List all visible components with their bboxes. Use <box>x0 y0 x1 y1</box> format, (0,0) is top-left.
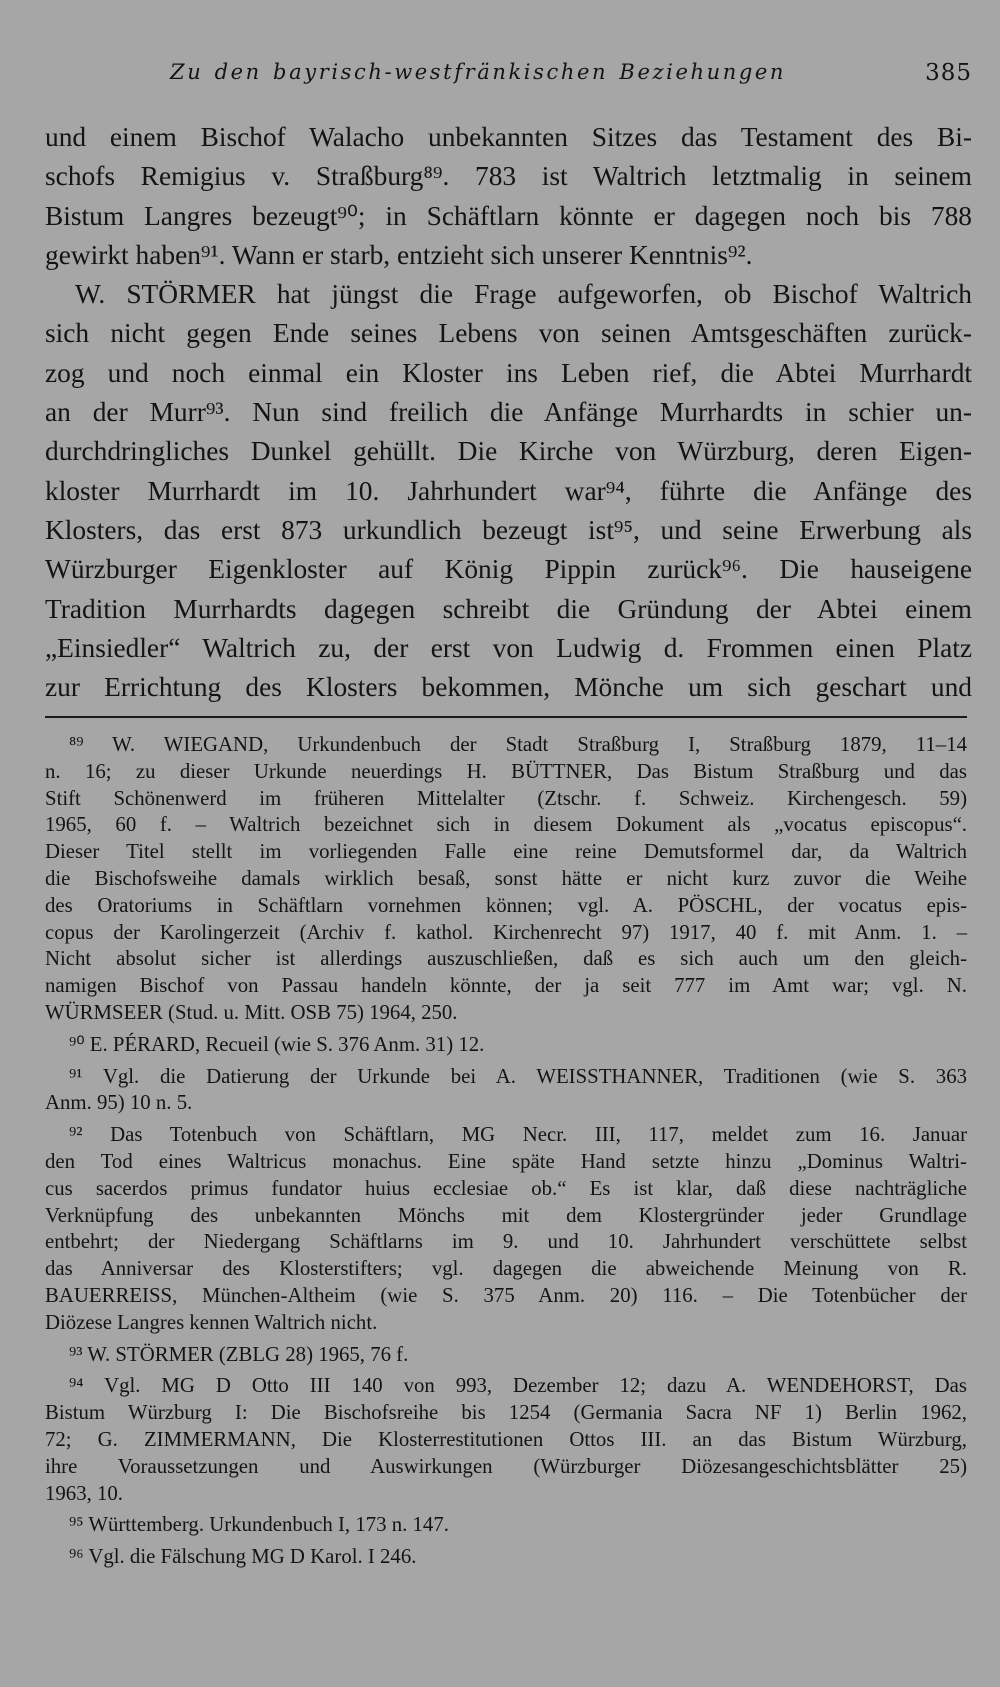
body-line: gewirkt haben⁹¹. Wann er starb, entzieht sich unserer Kenntnis⁹². <box>45 239 753 270</box>
footnote-line: ihre Voraussetzungen und Auswirkungen (Würzburger Diözesangeschichtsblätter 25) <box>45 1454 967 1478</box>
footnote-divider <box>45 716 967 718</box>
footnote-line: Diözese Langres kennen Waltrich nicht. <box>45 1310 378 1334</box>
footnote-line: ⁹⁵ Württemberg. Urkundenbuch I, 173 n. 147. <box>69 1513 449 1537</box>
footnote-line: ⁹³ W. STÖRMER (ZBLG 28) 1965, 76 f. <box>69 1342 409 1366</box>
footnote-line: ⁹⁴ Vgl. MG D Otto III 140 von 993, Dezember 12; dazu A. WENDEHORST, Das <box>69 1374 967 1398</box>
footnote-line: Anm. 95) 10 n. 5. <box>45 1091 193 1115</box>
footnote-line: BAUERREISS, München-Altheim (wie S. 375 Anm. 20) 116. – Die Totenbücher der <box>45 1283 967 1307</box>
footnote-line: namigen Bischof von Passau handeln könnte, der ja seit 777 im Amt war; vgl. N. <box>45 974 967 998</box>
footnote-line: ⁹⁶ Vgl. die Fälschung MG D Karol. I 246. <box>69 1545 417 1569</box>
footnote-line: Verknüpfung des unbekannten Mönchs mit dem Klostergründer jeder Grundlage <box>45 1203 967 1227</box>
footnote-line: entbehrt; der Niedergang Schäftlarns im 9. und 10. Jahrhundert verschüttete selbst <box>45 1230 967 1254</box>
body-line: und einem Bischof Walacho unbekannten Sitzes das Testament des Bi- <box>45 122 972 152</box>
footnote-line: 1963, 10. <box>45 1481 123 1505</box>
footnote-line: des Oratoriums in Schäftlarn vornehmen können; vgl. A. PÖSCHL, der vocatus epis- <box>45 893 967 917</box>
footnote-line: ⁹¹ Vgl. die Datierung der Urkunde bei A. WEISSTHANNER, Traditionen (wie S. 363 <box>69 1064 967 1088</box>
body-line: durchdringliches Dunkel gehüllt. Die Kirche von Würzburg, deren Eigen- <box>45 436 972 467</box>
body-line: zog und noch einmal ein Kloster ins Leben rief, die Abtei Murrhardt <box>45 357 972 388</box>
page-number: 385 <box>925 60 972 86</box>
footnote-line: ⁸⁹ W. WIEGAND, Urkundenbuch der Stadt Straßburg I, Straßburg 1879, 11–14 <box>69 733 967 756</box>
body-line: Klosters, das erst 873 urkundlich bezeugt ist⁹⁵, und seine Erwerbung als <box>45 514 972 545</box>
body-line: sich nicht gegen Ende seines Lebens von seinen Amtsgeschäften zurück- <box>45 318 972 349</box>
body-line: an der Murr⁹³. Nun sind freilich die Anfänge Murrhardts in schier un- <box>45 397 972 428</box>
footnote-line: das Anniversar des Klosterstifters; vgl. dagegen die abweichende Meinung von R. <box>45 1257 967 1281</box>
body-line: schofs Remigius v. Straßburg⁸⁹. 783 ist Waltrich letztmalig in seinem <box>45 161 972 192</box>
footnote-line: ⁹² Das Totenbuch von Schäftlarn, MG Necr. III, 117, meldet zum 16. Januar <box>69 1123 967 1147</box>
footnote-line: Bistum Würzburg I: Die Bischofsreihe bis 1254 (Germania Sacra NF 1) Berlin 1962, <box>45 1401 967 1425</box>
footnote-line: den Tod eines Waltricus monachus. Eine späte Hand setzte hinzu „Dominus Waltri- <box>45 1149 967 1173</box>
body-line: W. STÖRMER hat jüngst die Frage aufgeworfen, ob Bischof Waltrich <box>75 279 972 310</box>
footnote-line: ⁹⁰ E. PÉRARD, Recueil (wie S. 376 Anm. 31) 12. <box>69 1032 485 1056</box>
footnotes <box>45 732 967 1571</box>
running-title: Zu den bayrisch-westfränkischen Beziehungen <box>170 60 787 84</box>
footnote-line: n. 16; zu dieser Urkunde neuerdings H. BÜTTNER, Das Bistum Straßburg und das <box>45 759 967 783</box>
running-head <box>0 60 1000 92</box>
main-text <box>45 118 972 707</box>
body-line: Würzburger Eigenkloster auf König Pippin zurück⁹⁶. Die hauseigene <box>45 554 972 585</box>
footnote-line: cus sacerdos primus fundator huius ecclesiae ob.“ Es ist klar, daß diese nachträgliche <box>45 1176 967 1200</box>
body-line: „Einsiedler“ Waltrich zu, der erst von Ludwig d. Frommen einen Platz <box>45 632 972 663</box>
footnote-line: Dieser Titel stellt im vorliegenden Falle eine reine Demutsformel dar, da Waltrich <box>45 840 967 864</box>
footnote-line: 1965, 60 f. – Waltrich bezeichnet sich in diesem Dokument als „vocatus episcopus“. <box>45 813 967 837</box>
body-line: Bistum Langres bezeugt⁹⁰; in Schäftlarn könnte er dagegen noch bis 788 <box>45 200 972 231</box>
footnote-line: Nicht absolut sicher ist allerdings auszuschließen, daß es sich auch um den gleich- <box>45 947 967 971</box>
footnote-line: 72; G. ZIMMERMANN, Die Klosterrestitutionen Ottos III. an das Bistum Würzburg, <box>45 1427 967 1451</box>
body-line: zur Errichtung des Klosters bekommen, Mönche um sich geschart und <box>45 672 972 703</box>
footnote-line: copus der Karolingerzeit (Archiv f. kathol. Kirchenrecht 97) 1917, 40 f. mit Anm. 1. – <box>45 920 967 944</box>
footnote-line: die Bischofsweihe damals wirklich besaß, sonst hätte er nicht kurz zuvor die Weihe <box>45 866 967 890</box>
body-line: Tradition Murrhardts dagegen schreibt die Gründung der Abtei einem <box>45 593 972 624</box>
body-line: kloster Murrhardt im 10. Jahrhundert war⁹⁴, führte die Anfänge des <box>45 475 972 506</box>
footnote-line: Stift Schönenwerd im früheren Mittelalter (Ztschr. f. Schweiz. Kirchengesch. 59) <box>45 786 967 810</box>
footnote-line: WÜRMSEER (Stud. u. Mitt. OSB 75) 1964, 250. <box>45 1000 458 1024</box>
